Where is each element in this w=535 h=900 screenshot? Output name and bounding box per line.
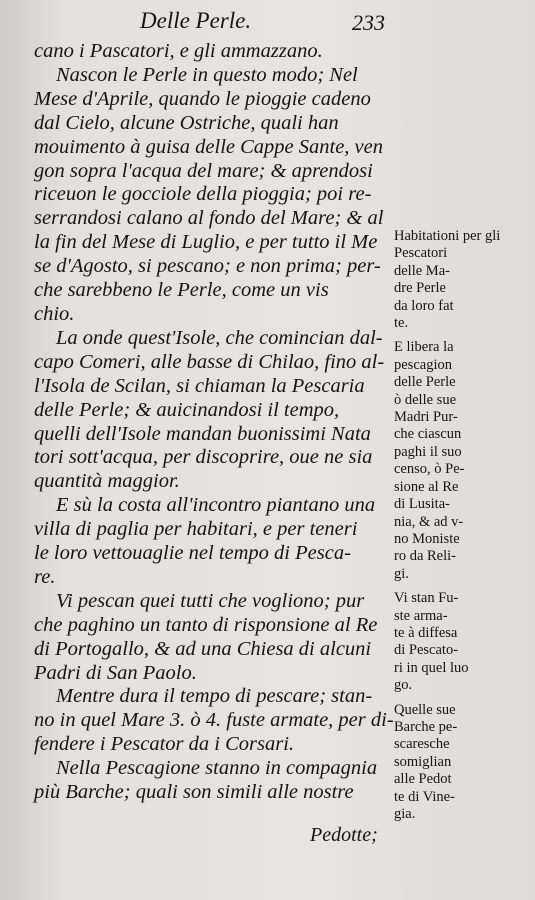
text-line: Padri di San Paolo. [34,661,197,684]
text-line: mouimento à guisa delle Cappe Sante, ven [34,135,384,158]
text-line: se d'Agosto, si pescano; e non prima; per- [34,255,381,278]
margin-note-line: alle Pedot [394,771,452,788]
text-line: Nella Pescagione stanno in compagnia [56,757,378,780]
margin-note-line: Quelle sue [394,701,456,718]
catchword: Pedotte; [310,824,378,846]
text-line: villa di paglia per habitari, e per teneri [34,518,358,541]
margin-note-line: che ciascun [394,426,462,443]
margin-note-line: scaresche [394,736,450,753]
paragraph [34,327,394,494]
text-line: cano i Pascatori, e gli ammazzano. [34,40,323,62]
margin-note-line: dre Perle [394,280,446,297]
margin-note-line: Madri Pur- [394,409,458,426]
paragraph [34,757,394,805]
text-line: chio. [34,302,75,325]
text-line: gon sopra l'acqua del mare; & aprendosi [34,159,373,182]
margin-note-line: somiglian [394,753,452,770]
margin-note-line: no Moniste [394,530,460,547]
text-line: riceuon le gocciole della pioggia; poi re- [34,183,372,206]
margin-note-line: delle Ma- [394,262,450,279]
text-line: capo Comeri, alle basse di Chilao, fino al- [34,350,385,373]
text-line: no in quel Mare 3. ò 4. fuste armate, per di- [34,709,394,732]
margin-note-line: sione al Re [394,478,459,495]
paragraph [34,590,394,686]
paragraph [34,64,394,327]
text-line: più Barche; quali son simili alle nostre [34,781,354,804]
margin-note-line: Barche pe- [394,718,458,735]
margin-note-line: da loro fat [394,297,454,314]
margin-note-line: Vi stan Fu- [394,590,459,607]
margin-note-line: E libera la [394,339,454,356]
paragraph [34,494,394,590]
text-line: fendere i Pescator da i Corsari. [34,733,295,756]
text-line: le loro vettouaglie nel tempo di Pesca- [34,542,351,565]
margin-note-line: ro da Reli- [394,548,457,565]
text-line: quelli dell'Isole mandan buonissimi Nata [34,422,371,445]
text-line: l'Isola de Scilan, si chiaman la Pescaria [34,374,365,397]
margin-note [394,590,534,694]
text-line: dal Cielo, alcune Ostriche, quali han [34,111,339,134]
text-line: Nascon le Perle in questo modo; Nel [56,63,358,86]
text-line: Mentre dura il tempo di pescare; stan- [56,685,373,708]
margin-note-line: di Pescato- [394,642,459,659]
margin-note-line: ò delle sue [394,391,457,408]
text-line: che paghino un tanto di risponsione al Re [34,613,378,636]
margin-note-line: te. [394,315,409,332]
margin-note-line: te di Vine- [394,788,455,805]
text-line: Vi pescan quei tutti che vogliono; pur [56,589,365,612]
margin-note-line: paghi il suo [394,443,462,460]
text-line: la fin del Mese di Luglio, e per tutto il Me [34,231,378,254]
margin-note-line: ste arma- [394,607,448,624]
margin-note-line: delle Perle [394,374,456,391]
main-text-block [34,40,394,805]
text-line: Mese d'Aprile, quando le pioggie cadeno [34,87,371,110]
margin-note-line: ri in quel luo [394,659,469,676]
text-line: serrandosi calano al fondo del Mare; & al [34,207,384,230]
text-line: quantità maggior. [34,470,180,493]
text-line: di Portogallo, & ad una Chiesa di alcuni [34,637,372,660]
text-line: E sù la costa all'incontro piantano una [56,494,376,517]
margin-note-line: gia. [394,806,416,822]
paragraph [34,685,394,757]
margin-note-line: pescagion [394,356,452,373]
margin-notes [394,228,534,830]
running-title: Delle Perle. [140,8,252,33]
margin-note-line: gi. [394,565,409,582]
text-line: tori sott'acqua, per discoprire, oue ne sia [34,446,373,469]
margin-note [394,228,534,332]
text-line: re. [34,565,56,588]
margin-note-line: go. [394,677,413,694]
margin-note-line: di Lusita- [394,496,450,513]
margin-note-line: Pescatori [394,245,448,262]
paragraph [34,40,394,64]
margin-note-line: te à diffesa [394,624,458,641]
margin-note [394,339,534,583]
text-line: delle Perle; & auicinandosi il tempo, [34,398,340,421]
margin-note [394,702,534,824]
page-number: 233 [352,10,385,35]
margin-note-line: censo, ò Pe- [394,461,465,478]
margin-note-line: Habitationi per gli [394,228,501,244]
margin-note-line: nia, & ad v- [394,513,464,530]
text-line: che sarebbeno le Perle, come un vis [34,279,329,302]
text-line: La onde quest'Isole, che comincian dal- [56,326,383,349]
